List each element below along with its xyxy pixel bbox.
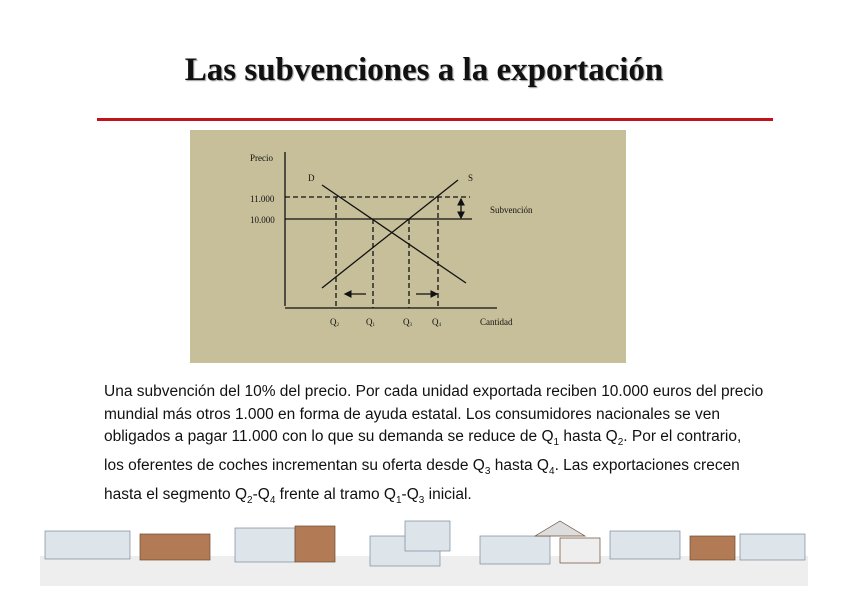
slide-title: Las subvenciones a la exportación — [184, 52, 664, 88]
diagram-svg — [190, 130, 626, 363]
q2-label: Q2 — [330, 317, 339, 328]
supply-demand-diagram — [190, 130, 626, 363]
price-high-label: 11.000 — [250, 194, 275, 204]
y-axis-label: Precio — [250, 153, 273, 163]
supply-label: S — [468, 173, 474, 183]
q4-label: Q4 — [432, 317, 441, 328]
demand-curve — [322, 185, 466, 283]
explanation-paragraph: Una subvención del 10% del precio. Por cada unidad exportada reciben 10.000 euros del precio mundial más otros 1.000 en forma de ayuda estatal. Los consumidores nacionales se ven obligados a pagar 11.000 con lo que su demanda se reduce de $Q_1$ hasta $Q_2$. Por el contrario, los oferentes de coches incrementan su oferta desde $Q_3$ hasta $Q_4$. Las exportaciones crecen hasta el segmento $Q_2-Q_4$ frente al tramo $Q_1-Q_3$ inicial. — [104, 383, 764, 506]
subsidy-label: Subvención — [490, 205, 533, 215]
price-low-label: 10.000 — [250, 215, 275, 225]
buildings-banner-image — [40, 516, 808, 586]
title-divider — [97, 118, 773, 121]
q1-label: Q1 — [366, 317, 375, 328]
demand-label: D — [308, 173, 315, 183]
q3-label: Q3 — [403, 317, 412, 328]
x-axis-label: Cantidad — [480, 317, 513, 327]
